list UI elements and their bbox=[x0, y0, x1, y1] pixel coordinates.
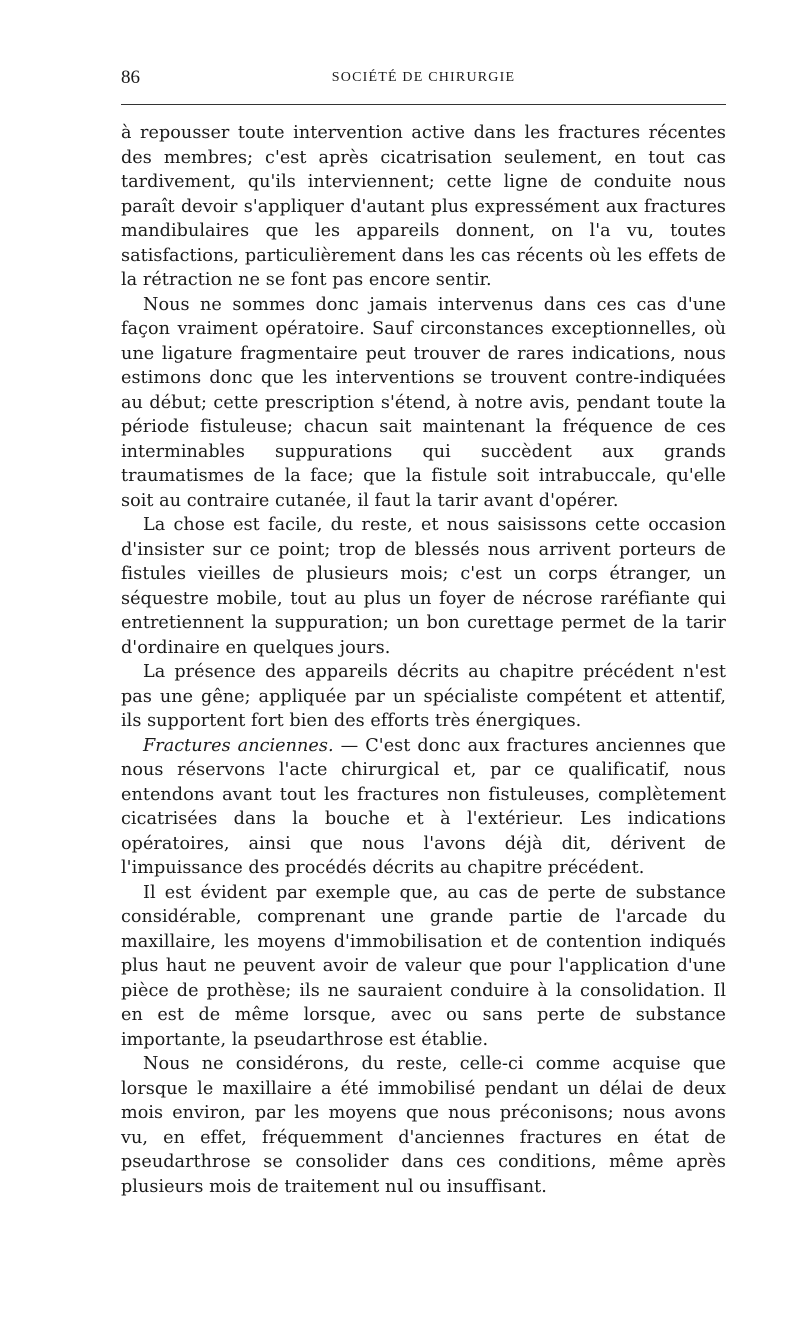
section-lead-fractures-anciennes: Fractures anciennes. bbox=[143, 735, 334, 756]
paragraph-1: à repousser toute intervention active dans les fractures récentes des membres; c'est après cicatrisation seulement, en tout cas tardivement, qu'ils interviennent; cette ligne de conduite nous paraît devoir s'appliquer d'autant plus expressément aux fractures mandibulaires que les appareils donnent, on l'a vu, toutes satisfactions, particulièrement dans les cas récents où les effets de la rétraction ne se font pas encore sentir. bbox=[121, 123, 726, 290]
page-number: 86 bbox=[121, 67, 140, 88]
paragraph-6: Il est évident par exemple que, au cas de perte de substance considérable, comprenant une grande partie de l'arcade du maxillaire, les moyens d'immobilisation et de contention indiqués plus haut ne peuvent avoir de valeur que pour l'application d'une pièce de prothèse; ils ne sauraient conduire à la consolidation. Il en est de même lorsque, avec ou sans perte de substance importante, la pseudarthrose est établie. bbox=[121, 882, 726, 1050]
header-rule bbox=[121, 104, 726, 105]
paragraph-5 bbox=[121, 734, 726, 881]
paragraph-7: Nous ne considérons, du reste, celle-ci comme acquise que lorsque le maxillaire a été immobilisé pendant un délai de deux mois environ, par les moyens que nous préconisons; nous avons vu, en effet, fréquemment d'anciennes fractures en état de pseudarthrose se consolider dans ces conditions, même après plusieurs mois de traitement nul ou insuffisant. bbox=[121, 1054, 726, 1197]
running-title: SOCIÉTÉ DE CHIRURGIE bbox=[331, 70, 516, 85]
paragraph-3: La chose est facile, du reste, et nous saisissons cette occasion d'insister sur ce point; trop de blessés nous arrivent porteurs de fistules vieilles de plusieurs mois; c'est un corps étranger, un séquestre mobile, tout au plus un foyer de nécrose raréfiante qui entretiennent la suppuration; un bon curettage permet de la tarir d'ordinaire en quelques jours. bbox=[121, 515, 726, 658]
paragraph-4: La présence des appareils décrits au chapitre précédent n'est pas une gêne; appliquée par un spécialiste compétent et attentif, ils supportent fort bien des efforts très énergiques. bbox=[121, 662, 726, 731]
body-text bbox=[121, 121, 726, 1199]
paragraph-2: Nous ne sommes donc jamais intervenus dans ces cas d'une façon vraiment opératoire. Sauf circonstances exceptionnelles, où une ligature fragmentaire peut trouver de rares indications, nous estimons donc que les interventions se trouvent contre-indiquées au début; cette prescription s'étend, à notre avis, pendant toute la période fistuleuse; chacun sait maintenant la fréquence de ces interminables suppurations qui succèdent aux grands traumatismes de la face; que la fistule soit intrabuccale, qu'elle soit au contraire cutanée, il faut la tarir avant d'opérer. bbox=[121, 294, 726, 511]
paragraph-5-text: — C'est donc aux fractures anciennes que nous réservons l'acte chirurgical et, par ce qualificatif, nous entendons avant tout les fractures non fistuleuses, complètement cicatrisées dans la bouche et à l'extérieur. Les indications opératoires, ainsi que nous l'avons déjà dit, dérivent de l'impuissance des procédés décrits au chapitre précédent. bbox=[121, 735, 726, 878]
page-header bbox=[121, 66, 726, 90]
